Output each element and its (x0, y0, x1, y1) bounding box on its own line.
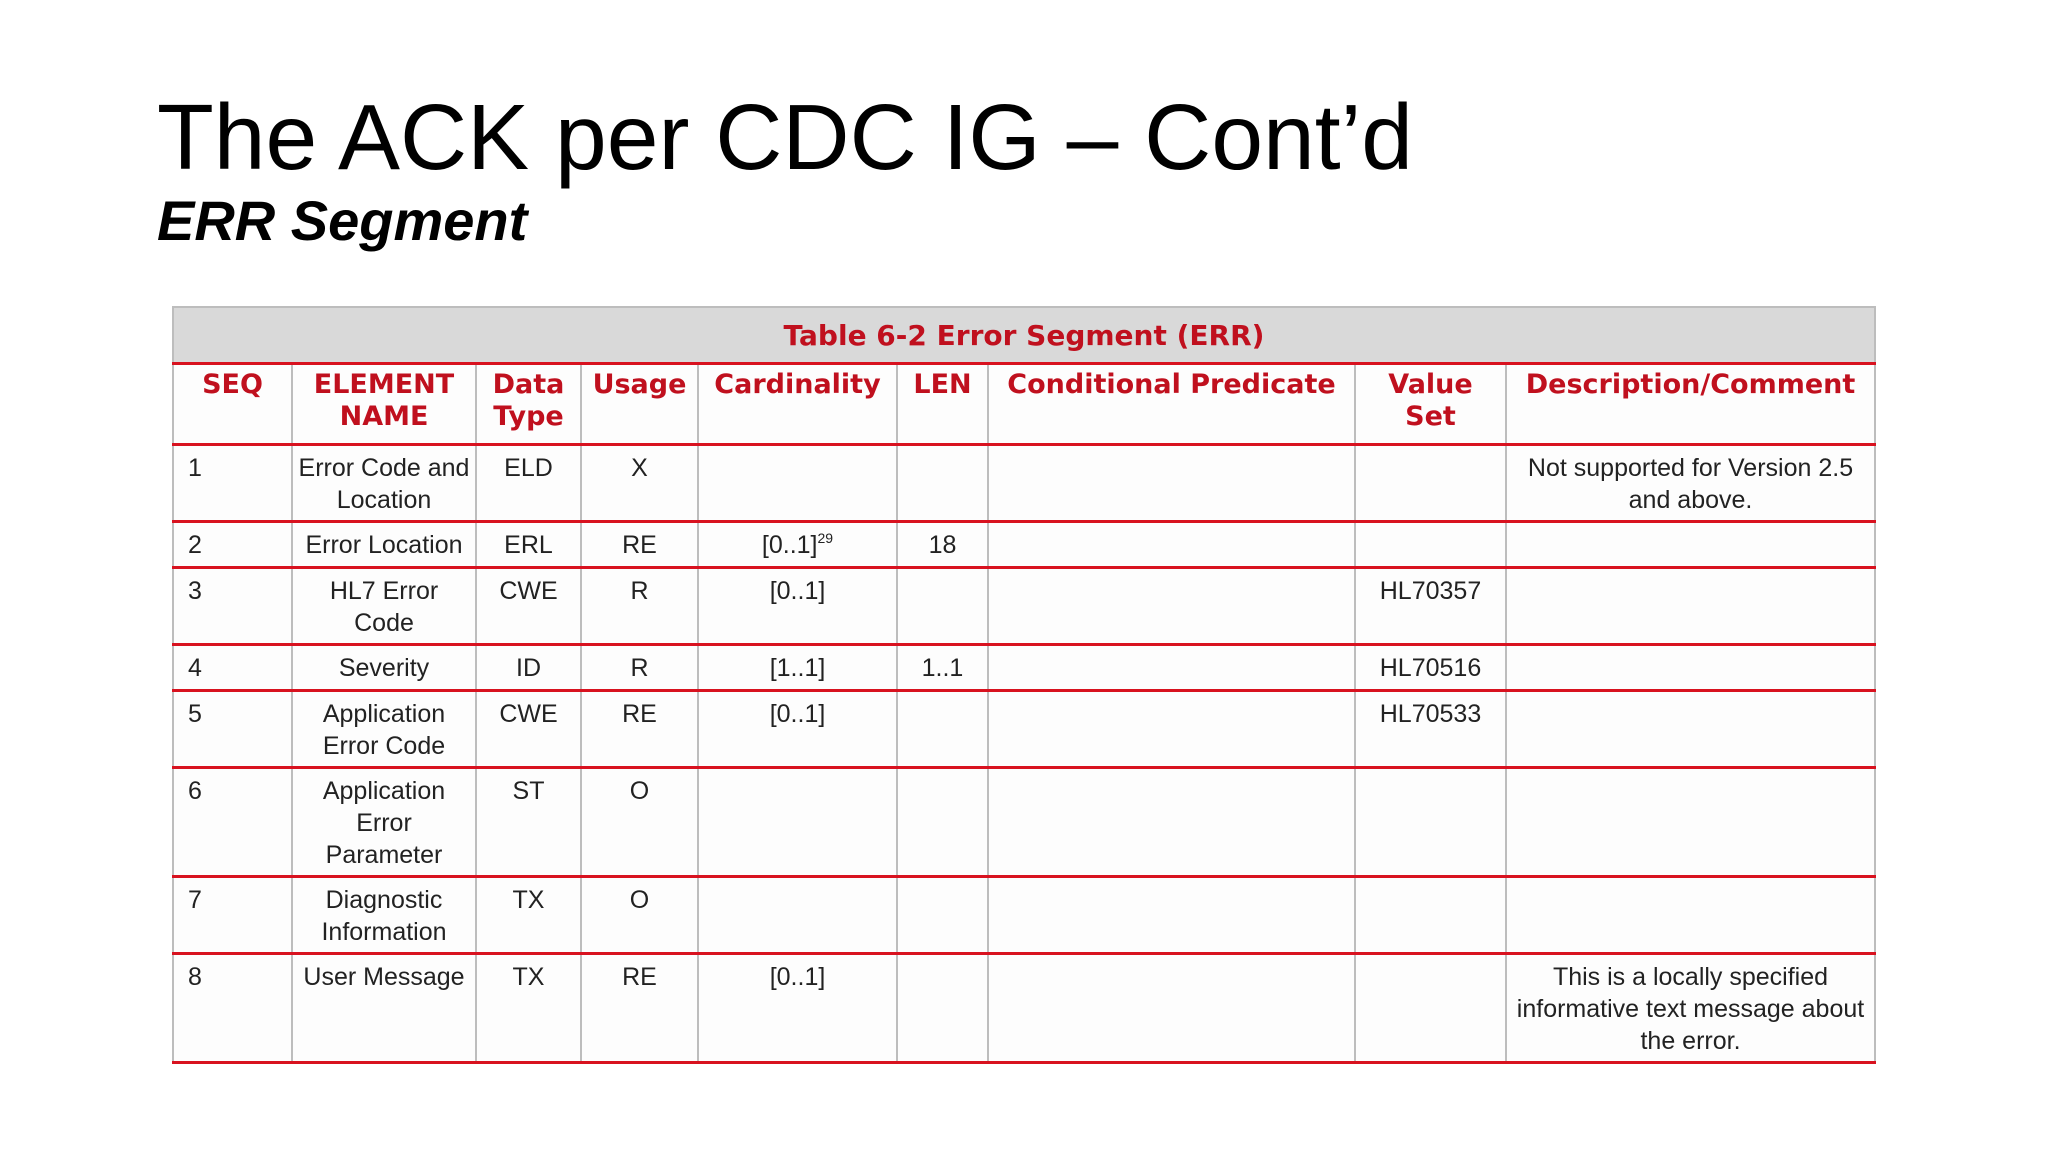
cell-cardinality (698, 691, 897, 768)
cell-conditional-predicate (988, 645, 1355, 691)
cell-value-set: HL70533 (1355, 691, 1506, 768)
cell-description: Not supported for Version 2.5 and above. (1506, 445, 1875, 522)
cell-conditional-predicate (988, 445, 1355, 522)
err-segment-table (172, 306, 1876, 1064)
cell-cardinality (698, 645, 897, 691)
table-row (173, 691, 1875, 768)
header-seq: SEQ (173, 364, 292, 445)
cell-element-name: User Message (292, 954, 476, 1063)
table-row (173, 768, 1875, 877)
cell-data-type: ERL (476, 522, 581, 568)
cell-len (897, 954, 988, 1063)
cell-conditional-predicate (988, 691, 1355, 768)
cell-len (897, 691, 988, 768)
cell-description (1506, 691, 1875, 768)
cell-data-type: CWE (476, 691, 581, 768)
header-conditional-predicate: Conditional Predicate (988, 364, 1355, 445)
cell-cardinality (698, 768, 897, 877)
table-row (173, 645, 1875, 691)
cell-conditional-predicate (988, 768, 1355, 877)
cell-seq: 4 (173, 645, 292, 691)
cell-cardinality (698, 877, 897, 954)
table-header-row (173, 364, 1875, 445)
header-usage: Usage (581, 364, 698, 445)
cell-conditional-predicate (988, 877, 1355, 954)
cell-usage: O (581, 877, 698, 954)
cell-element-name: Application Error Parameter (292, 768, 476, 877)
cell-len: 18 (897, 522, 988, 568)
cell-description (1506, 645, 1875, 691)
cell-data-type: ELD (476, 445, 581, 522)
table-row (173, 568, 1875, 645)
cell-seq: 2 (173, 522, 292, 568)
cell-seq: 7 (173, 877, 292, 954)
err-segment-table-container (172, 306, 1874, 1055)
cell-seq: 1 (173, 445, 292, 522)
cell-description (1506, 522, 1875, 568)
cell-seq: 5 (173, 691, 292, 768)
cell-value-set (1355, 768, 1506, 877)
cell-description (1506, 568, 1875, 645)
header-element-name: ELEMENT NAME (292, 364, 476, 445)
cardinality-value: [0..1] (769, 963, 826, 991)
slide-subtitle: ERR Segment (157, 189, 528, 252)
cell-len (897, 568, 988, 645)
cell-data-type: ID (476, 645, 581, 691)
cell-seq: 8 (173, 954, 292, 1063)
cell-data-type: TX (476, 877, 581, 954)
table-row (173, 877, 1875, 954)
table-row (173, 522, 1875, 568)
cell-cardinality (698, 522, 897, 568)
slide-title: The ACK per CDC IG – Cont’d (157, 85, 1413, 189)
cell-len: 1..1 (897, 645, 988, 691)
cell-data-type: TX (476, 954, 581, 1063)
cell-conditional-predicate (988, 568, 1355, 645)
cell-element-name: Diagnostic Information (292, 877, 476, 954)
header-data-type: Data Type (476, 364, 581, 445)
cell-description (1506, 768, 1875, 877)
cardinality-value: [0..1] (769, 700, 826, 728)
cell-len (897, 445, 988, 522)
header-cardinality: Cardinality (698, 364, 897, 445)
cardinality-value: [0..1] (769, 577, 826, 605)
cell-value-set (1355, 877, 1506, 954)
header-description: Description/Comment (1506, 364, 1875, 445)
cell-len (897, 768, 988, 877)
table-row (173, 445, 1875, 522)
cardinality-value: [0..1] (761, 531, 818, 559)
cell-element-name: Error Location (292, 522, 476, 568)
cardinality-footnote: 29 (817, 530, 834, 546)
cell-conditional-predicate (988, 954, 1355, 1063)
table-caption-row (173, 307, 1875, 364)
cell-description: This is a locally specified informative text message about the error. (1506, 954, 1875, 1063)
cell-usage: X (581, 445, 698, 522)
cell-seq: 6 (173, 768, 292, 877)
cell-cardinality (698, 568, 897, 645)
cell-element-name: Application Error Code (292, 691, 476, 768)
header-value-set: Value Set (1355, 364, 1506, 445)
cell-usage: RE (581, 954, 698, 1063)
cell-data-type: ST (476, 768, 581, 877)
cell-usage: R (581, 568, 698, 645)
cell-value-set (1355, 954, 1506, 1063)
header-len: LEN (897, 364, 988, 445)
cell-element-name: Error Code and Location (292, 445, 476, 522)
cell-usage: R (581, 645, 698, 691)
cell-value-set (1355, 445, 1506, 522)
cell-description (1506, 877, 1875, 954)
cardinality-value: [1..1] (769, 654, 826, 682)
cell-cardinality (698, 954, 897, 1063)
cell-conditional-predicate (988, 522, 1355, 568)
table-row (173, 954, 1875, 1063)
cell-usage: RE (581, 691, 698, 768)
cell-element-name: Severity (292, 645, 476, 691)
cell-usage: RE (581, 522, 698, 568)
cell-len (897, 877, 988, 954)
cell-data-type: CWE (476, 568, 581, 645)
cell-value-set (1355, 522, 1506, 568)
cell-value-set: HL70516 (1355, 645, 1506, 691)
table-caption: Table 6-2 Error Segment (ERR) (173, 307, 1875, 364)
cell-value-set: HL70357 (1355, 568, 1506, 645)
cell-seq: 3 (173, 568, 292, 645)
cell-element-name: HL7 Error Code (292, 568, 476, 645)
cell-cardinality (698, 445, 897, 522)
cell-usage: O (581, 768, 698, 877)
